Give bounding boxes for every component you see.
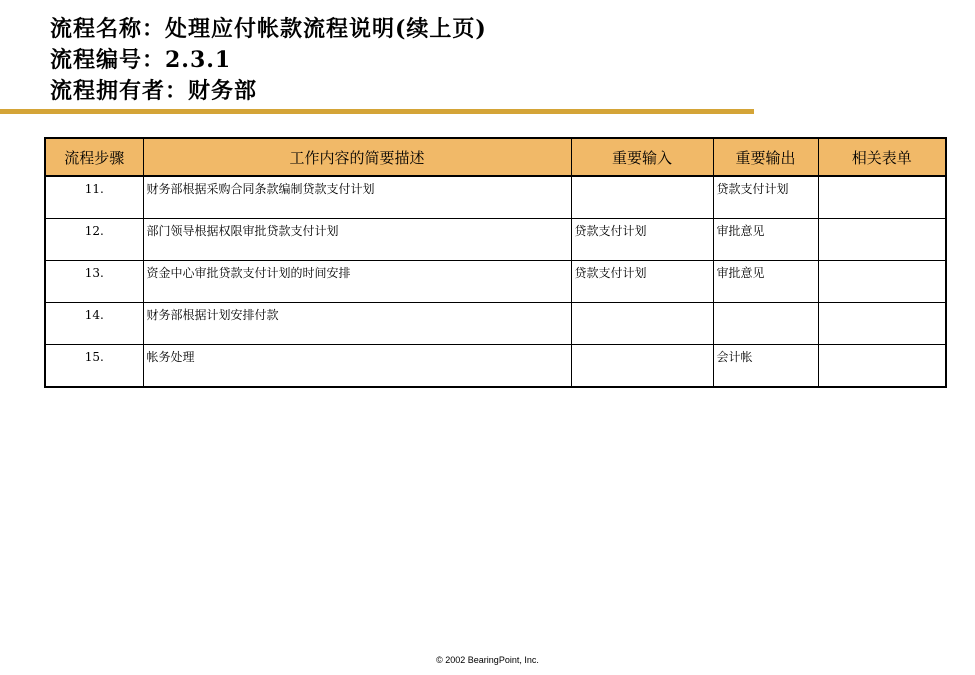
- step-output: 审批意见: [716, 224, 765, 238]
- step-description: 部门领导根据权限审批贷款支付计划: [146, 224, 339, 238]
- forms-cell: [818, 176, 946, 219]
- input-cell: [571, 345, 713, 388]
- step-number: 11.: [84, 182, 104, 196]
- step-number: 15.: [84, 350, 104, 364]
- step-forms: [819, 345, 946, 349]
- description-cell: [143, 303, 571, 345]
- title-divider: [0, 109, 754, 114]
- input-cell: [571, 176, 713, 219]
- column-header-step: 流程步骤: [45, 138, 143, 176]
- step-input: 贷款支付计划: [574, 224, 647, 238]
- output-cell: [713, 219, 818, 261]
- output-cell: [713, 176, 818, 219]
- table-header-row: [45, 138, 946, 176]
- table-row: [45, 345, 946, 388]
- step-output: [714, 303, 818, 307]
- step-number: 13.: [84, 266, 104, 280]
- step-output: 审批意见: [716, 266, 765, 280]
- output-cell: [713, 303, 818, 345]
- step-cell: [45, 345, 143, 388]
- step-number: 12.: [84, 224, 104, 238]
- step-input: [572, 303, 713, 307]
- column-header-output: 重要输出: [713, 138, 818, 176]
- process-table: [44, 137, 947, 388]
- step-forms: [819, 219, 946, 223]
- step-input: [572, 177, 713, 181]
- process-owner: 流程拥有者：财务部: [50, 78, 258, 104]
- table-row: [45, 261, 946, 303]
- title-block: [50, 14, 487, 107]
- forms-cell: [818, 345, 946, 388]
- table-row: [45, 219, 946, 261]
- input-cell: [571, 303, 713, 345]
- output-cell: [713, 261, 818, 303]
- step-forms: [819, 261, 946, 265]
- description-cell: [143, 345, 571, 388]
- process-number: 流程编号：2.3.1: [50, 47, 232, 73]
- step-forms: [819, 303, 946, 307]
- step-input: 贷款支付计划: [574, 266, 647, 280]
- forms-cell: [818, 303, 946, 345]
- step-description: 财务部根据计划安排付款: [146, 308, 279, 322]
- step-description: 资金中心审批贷款支付计划的时间安排: [146, 266, 351, 280]
- step-output: 贷款支付计划: [716, 182, 789, 196]
- column-header-input: 重要输入: [571, 138, 713, 176]
- input-cell: [571, 261, 713, 303]
- step-input: [572, 345, 713, 349]
- step-cell: [45, 261, 143, 303]
- table-row: [45, 303, 946, 345]
- process-name: 流程名称：处理应付帐款流程说明(续上页): [50, 16, 487, 42]
- column-header-description: 工作内容的简要描述: [143, 138, 571, 176]
- column-header-forms: 相关表单: [818, 138, 946, 176]
- step-number: 14.: [84, 308, 104, 322]
- step-cell: [45, 219, 143, 261]
- forms-cell: [818, 261, 946, 303]
- output-cell: [713, 345, 818, 388]
- input-cell: [571, 219, 713, 261]
- copyright-footer: © 2002 BearingPoint, Inc.: [436, 655, 539, 665]
- description-cell: [143, 176, 571, 219]
- step-description: 帐务处理: [146, 350, 195, 364]
- step-output: 会计帐: [716, 350, 753, 364]
- step-forms: [819, 177, 946, 181]
- description-cell: [143, 261, 571, 303]
- description-cell: [143, 219, 571, 261]
- step-cell: [45, 303, 143, 345]
- forms-cell: [818, 219, 946, 261]
- step-cell: [45, 176, 143, 219]
- step-description: 财务部根据采购合同条款编制贷款支付计划: [146, 182, 375, 196]
- table-row: [45, 176, 946, 219]
